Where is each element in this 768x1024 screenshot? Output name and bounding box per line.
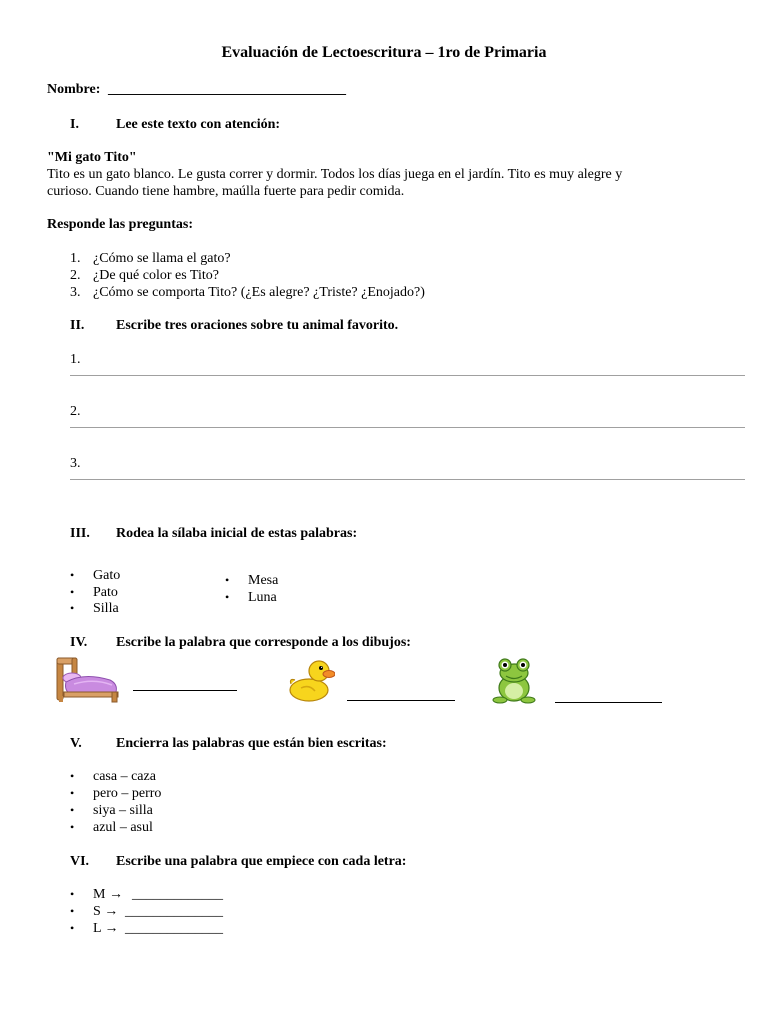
word-pair: siya – silla bbox=[93, 803, 153, 818]
letter-prompt: M → bbox=[93, 887, 123, 902]
section-3-number: III. bbox=[70, 526, 90, 541]
sentence-number: 2. bbox=[70, 404, 81, 419]
letter-answer-blank[interactable]: _____________ bbox=[132, 887, 223, 902]
question-number: 3. bbox=[70, 285, 81, 300]
section-1-title: Lee este texto con atención: bbox=[116, 117, 281, 132]
bullet: • bbox=[70, 769, 75, 783]
letter-answer-blank[interactable]: ______________ bbox=[125, 921, 223, 936]
sentence-number: 1. bbox=[70, 352, 81, 367]
frog-icon bbox=[490, 656, 538, 704]
question-text: ¿Cómo se comporta Tito? (¿Es alegre? ¿Triste? ¿Enojado?) bbox=[93, 285, 425, 300]
section-4-number: IV. bbox=[70, 635, 88, 650]
name-blank[interactable]: __________________________________ bbox=[108, 82, 346, 97]
bullet: • bbox=[70, 803, 75, 817]
word: Luna bbox=[248, 590, 277, 605]
section-5-title: Encierra las palabras que están bien escritas: bbox=[116, 736, 387, 751]
question-number: 1. bbox=[70, 251, 81, 266]
bullet: • bbox=[70, 568, 75, 582]
bullet: • bbox=[70, 904, 75, 918]
word: Mesa bbox=[248, 573, 279, 588]
bullet: • bbox=[225, 573, 230, 587]
story-line-2: curioso. Cuando tiene hambre, maúlla fuerte para pedir comida. bbox=[47, 184, 405, 199]
bullet: • bbox=[70, 887, 75, 901]
letter-prompt: S → bbox=[93, 904, 119, 919]
writing-line[interactable] bbox=[70, 375, 745, 376]
story-line-1: Tito es un gato blanco. Le gusta correr y dormir. Todos los días juega en el jardín. Tito es muy alegre y bbox=[47, 167, 623, 182]
question-text: ¿Cómo se llama el gato? bbox=[93, 251, 231, 266]
section-2-title: Escribe tres oraciones sobre tu animal favorito. bbox=[116, 318, 399, 333]
answer-line[interactable] bbox=[133, 690, 237, 691]
section-2-number: II. bbox=[70, 318, 85, 333]
bullet: • bbox=[70, 585, 75, 599]
section-1-number: I. bbox=[70, 117, 79, 132]
word: Gato bbox=[93, 568, 121, 583]
section-4-title: Escribe la palabra que corresponde a los dibujos: bbox=[116, 635, 411, 650]
bullet: • bbox=[225, 590, 230, 604]
bullet: • bbox=[70, 921, 75, 935]
section-6-title: Escribe una palabra que empiece con cada letra: bbox=[116, 854, 407, 869]
writing-line[interactable] bbox=[70, 427, 745, 428]
duck-icon bbox=[287, 658, 335, 704]
word: Silla bbox=[93, 601, 119, 616]
bullet: • bbox=[70, 786, 75, 800]
bed-icon bbox=[54, 654, 120, 704]
question-number: 2. bbox=[70, 268, 81, 283]
section-3-title: Rodea la sílaba inicial de estas palabras: bbox=[116, 526, 358, 541]
word-pair: casa – caza bbox=[93, 769, 156, 784]
letter-prompt: L → bbox=[93, 921, 119, 936]
writing-line[interactable] bbox=[70, 479, 745, 480]
bullet: • bbox=[70, 601, 75, 615]
question-text: ¿De qué color es Tito? bbox=[93, 268, 219, 283]
name-label: Nombre: bbox=[47, 82, 101, 97]
page-title: Evaluación de Lectoescritura – 1ro de Primaria bbox=[221, 44, 547, 61]
section-6-number: VI. bbox=[70, 854, 90, 869]
letter-answer-blank[interactable]: ______________ bbox=[125, 904, 223, 919]
section-5-number: V. bbox=[70, 736, 82, 751]
word: Pato bbox=[93, 585, 118, 600]
answer-line[interactable] bbox=[347, 700, 455, 701]
bullet: • bbox=[70, 820, 75, 834]
answer-line[interactable] bbox=[555, 702, 662, 703]
questions-heading: Responde las preguntas: bbox=[47, 217, 193, 232]
word-pair: azul – asul bbox=[93, 820, 153, 835]
word-pair: pero – perro bbox=[93, 786, 162, 801]
sentence-number: 3. bbox=[70, 456, 81, 471]
story-title: "Mi gato Tito" bbox=[47, 150, 137, 165]
